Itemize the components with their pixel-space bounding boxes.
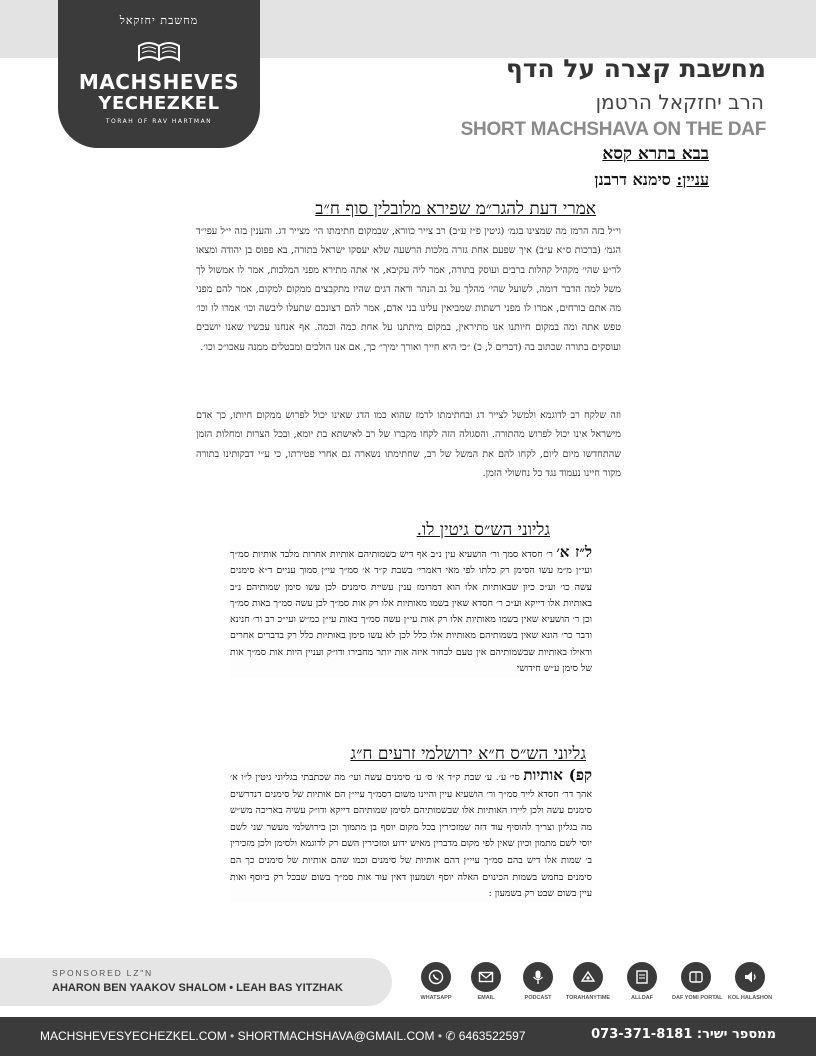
footer-contacts: [40, 1029, 526, 1043]
whatsapp-icon: [428, 969, 444, 985]
podcast-icon: [530, 969, 546, 985]
article-paragraph-1: וי״ל בזה הרמז מה שמצינו בגמ׳ (גיטין פ״ז ע״ב) רב צייר כוורא, שבמקום חתימתו הי׳ מצייר דג. והענין בזה י״ל עפי״ד הגמ׳ (ברכות ס״א ע״ב) איך שפעם אחת גזרה מלכות הרשעה שלא יעסקו ישראל בתורה, בא פפוס בן יהודה ומצאו לר״ע שהי׳ מקהיל קהלות ברבים ועוסק בתורה, אמר ליה עקיבא, אי אתה מתירא מפני המלכות, אמר לו אמשול לך משל למה הדבר דומה, לשועל שהי׳ מהלך על גב הנהר וראה דגים שהיו מתקבצים ממקום למקום, אמר להם מפני מה אתם בורחים, אמרו לו מפני רשתות שמביאין עלינו בני אדם, אמר להם רצונכם שתעלו ליבשה וכו׳ אמרו לו וכו׳ טפש אתה ומה במקום חיותנו אנו מתיראין, במקום מיתתנו על אחת כמה וכמה. אף אנחנו עכשיו שאנו יושבים ועוסקים בתורה שכתוב בה (דברים ל, כ) ״כי היא חייך ואורך ימיך״ כך, אם אנו הולכים ומבטלים ממנה עאכו״כ וכו׳.: [196, 226, 621, 353]
torahanytime-icon: [580, 969, 596, 985]
kolhalashon-label: KOL HALASHON: [727, 995, 773, 1001]
alldaf-label: ALLDAF: [631, 995, 653, 1001]
scan-lead-2: קפ) אותיות: [523, 766, 593, 784]
website-link[interactable]: MACHSHEVESYECHEZKEL.COM: [40, 1029, 227, 1043]
sponsor-names: AHARON BEN YAAKOV SHALOM • LEAH BAS YITZHAK: [52, 982, 343, 994]
separator-dot: •: [230, 1029, 238, 1043]
logo-hebrew: מחשבת יחזקאל: [119, 14, 199, 27]
alldaf-link[interactable]: [618, 962, 666, 1001]
logo-line-1: MACHSHEVES: [78, 70, 240, 94]
torahanytime-label: TORAHANYTIME: [565, 995, 611, 1001]
whatsapp-link[interactable]: [412, 962, 460, 1001]
hotline-label: ממספר ישיר:: [696, 1027, 776, 1042]
torahanytime-link[interactable]: [564, 962, 612, 1001]
scanned-excerpt-1: [230, 544, 592, 677]
scan-text-1: ר׳ חסדא סמך ור׳ הושעיא עין נ״ב אף דיש בשמותיהם אותיות אחרות מלבד אותיות סמ״ך ועי״ן מ״מ עשו הסימן רק כלתו לפי מאי דאמרי׳ בשבת ק״ד א׳ סמ״ך עי״ן סמוך עניים ד״א סימנים עשה כו׳ וע״כ כיון שבאותיות אלו הוא דמרומז ענין עשיית סימנים לכן עשו סימן שמותיהם נ״ב באותיות אלו דייקא וע״כ ר׳ חסדא שאין בשמו מאותיות אלו רק אות סמ״ך לכן עשה סמ״ך באות סמ״ך וכן ר׳ הושעיא שאין בשמו מאותיות אלו רק אות עי״ן עשה סמ״ך באות עי״ן כמ״ש ועי״כ רב ור׳ חנינא ודבר כר׳ הונא שאין בשמותיהם מאותיות אלו כלל לכן לא עשו סימן באותיות כלל רק בדברים אחרים ודאילו באותיות שבשמותיהם אין טעם לבחור איזה אות יותר מחבירו ודו״ק ועניין היות אות סמ״ך אות של סימן ע״ש חידושי: [230, 549, 592, 675]
scan-lead-1: ל״ז א׳: [556, 543, 593, 561]
open-book-icon: [137, 36, 181, 66]
email-icon: [478, 969, 494, 985]
kolhalashon-icon: [742, 969, 758, 985]
page-title: מחשבת קצרה על הדף: [505, 54, 766, 83]
dafyomiportal-link[interactable]: [672, 962, 723, 1001]
english-subtitle: SHORT MACHSHAVA ON THE DAF: [460, 119, 766, 140]
kolhalashon-link[interactable]: [726, 962, 774, 1001]
sponsor-panel: [0, 958, 392, 1006]
article-heading: אמרי דעת להגר״מ שפירא מלובלין סוף ח״ב: [315, 199, 596, 219]
dafyomiportal-icon: [688, 969, 704, 985]
article-paragraph-2: וזה שלקח רב לדוגמא ולמשל לצייר דג ובחתימתו לרמז שהוא כמו הדג שאינו יכול לפרוש ממקום חיותו, כך אדם מישראל אינו יכול לפרוש מהתורה. והסגולה הזה לקחו מקברו של רב לאישתא בת יומא, ובכל הצרות ומחלות הזמן שהתחדשו מיום ליום, לקחו להם את המשל של רב, שחתימתו נשארה גם אחרי פטירתו, כי ע״י דבקותינו בתורה מקור חיינו נעמוד נגד כל נחשולי הזמן.: [196, 410, 621, 479]
tractate-title: בבא בתרא קסא: [602, 144, 709, 164]
whatsapp-number[interactable]: 6463522597: [458, 1029, 526, 1043]
email-label: EMAIL: [477, 995, 495, 1001]
topic-line: [594, 170, 709, 190]
podcast-link[interactable]: [514, 962, 562, 1001]
topic-label: עניין:: [676, 170, 709, 189]
platform-links: [412, 962, 782, 1006]
logo-tagline: TORAH OF RAV HARTMAN: [105, 118, 213, 125]
alldaf-icon: [634, 969, 650, 985]
dafyomiportal-label: DAF YOMI PORTAL: [672, 995, 723, 1001]
scan-heading-2: גליוני הש״ס ח״א ירושלמי זרעים ח״ג: [350, 744, 586, 764]
email-address-link[interactable]: SHORTMACHSHAVA@GMAIL.COM: [237, 1029, 435, 1043]
whatsapp-small-icon: ✆: [445, 1029, 456, 1043]
scan-heading-1: גליוני הש״ס גיטין לו.: [416, 520, 550, 540]
email-link[interactable]: [462, 962, 510, 1001]
separator-dot: •: [437, 1029, 446, 1043]
podcast-label: PODCAST: [524, 995, 552, 1001]
whatsapp-label: WHATSAPP: [420, 995, 452, 1001]
hotline: [591, 1027, 776, 1042]
sponsor-label: SPONSORED LZ"N: [52, 968, 153, 978]
logo-line-2: YECHEZKEL: [98, 93, 220, 114]
topic-value: סימנא דרבנן: [594, 170, 671, 189]
hotline-number[interactable]: 073-371-8181: [591, 1027, 693, 1042]
scan-text-2: סי׳ ע׳. ע׳ שבת ק״ד א׳ ס׳ ע׳ סימנים עשה ועי׳ מה שכתבתי בגליוני גיטין ל״ו א׳ אהך דר׳ חסדא לייר סמ״ך ור׳ הושעיא עיין והיינו משום דסמ״ך עיי״ן הם אותיות של סימנים דנדרשים סימנים עשה ולכן ליירו האותיות אלו שבשמותיהם לסימן שמותיהם דייקא ודו״ק עשיה באריכה מש״ש מה בגליון וצריך להוסיף עוד דזה שמזכירין בכל מקום יוסף בן מתמוך וכן בירושלמי מעשר שני לשם יוסי לשם מתמון וכיון שאין לפי מקום מדברין מאיש ידוע ומזכירין השם רק לדוגמא ולסימן ולכן מזכירין ב׳ שמות אלו דיש בהם סמ״ך עיי״ן דהם אותיות של סימנים וכמו שהם אותיות של סימנים כך הם סימנים בחמש בשמות הכינוים האלה יוסף ושמעון דאין עוד אות סמ״ך בשום שבכל רק ביוסף ואות עיין בשום שבט רק בשמעון :: [230, 772, 592, 900]
brand-logo[interactable]: [58, 0, 260, 148]
author-name: הרב יחזקאל הרטמן: [595, 90, 764, 114]
footer-bar: [0, 1017, 816, 1056]
scanned-excerpt-2: [230, 767, 592, 903]
